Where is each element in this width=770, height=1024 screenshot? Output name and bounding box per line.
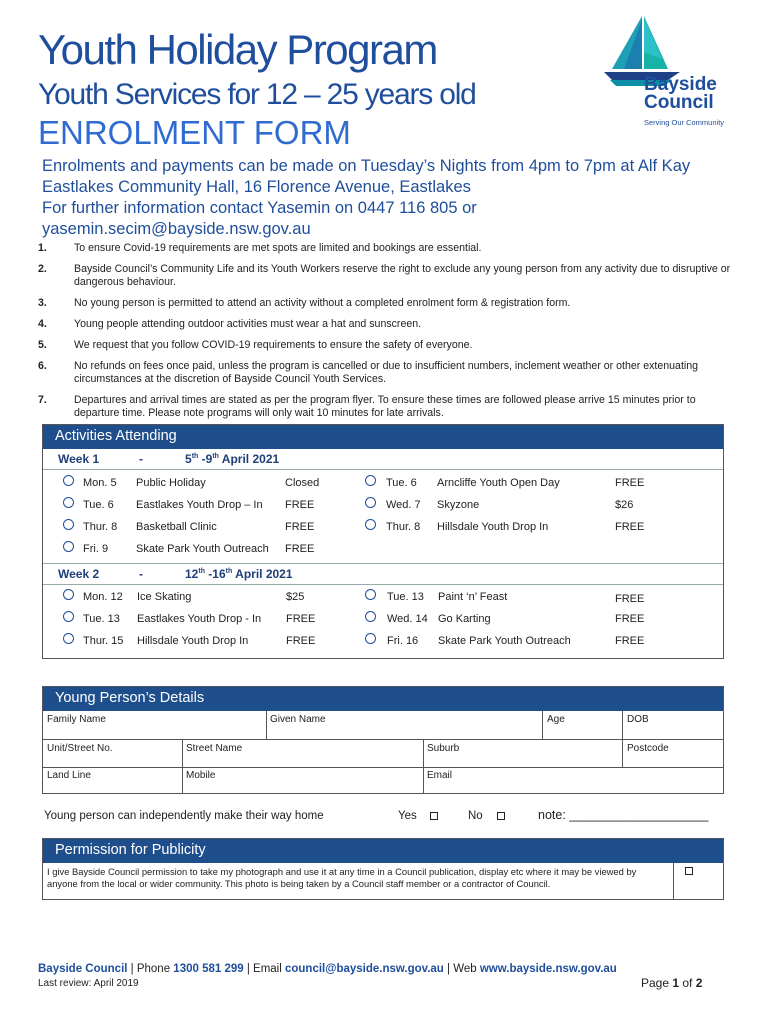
activity-fee: $25 [286, 591, 305, 603]
page-of: of [679, 976, 696, 990]
activity-day: Wed. 7 [386, 499, 421, 511]
page-word: Page [641, 976, 673, 990]
rule-number: 2. [38, 263, 47, 275]
week1-dash: - [139, 452, 143, 466]
age-label: Age [547, 714, 565, 725]
activity-day: Tue. 6 [83, 499, 114, 511]
week2-dash: - [139, 567, 143, 581]
yes-label: Yes [398, 810, 417, 822]
rule-item [38, 360, 738, 386]
activity-name: Ice Skating [137, 591, 192, 603]
suburb-label: Suburb [427, 743, 460, 754]
street-no-label: Unit/Street No. [47, 743, 113, 754]
radio-w2-tue13b[interactable] [365, 589, 376, 600]
activity-day: Wed. 14 [387, 613, 428, 625]
land-line-label: Land Line [47, 770, 91, 781]
intro-line: For further information contact Yasemin on 0447 116 805 or [42, 199, 477, 217]
activity-fee: Closed [285, 477, 320, 489]
activity-name: Hillsdale Youth Drop In [437, 521, 549, 533]
footer-phone: 1300 581 299 [173, 963, 244, 975]
rule-item [38, 318, 738, 331]
rule-text: No young person is permitted to attend an activity without a completed enrolment form & registration form. [74, 297, 571, 309]
rule-number: 5. [38, 339, 47, 351]
rule-text: Bayside Council’s Community Life and its Youth Workers reserve the right to exclude any young person from any activity due to disruptive or dangerous behaviour. [74, 263, 731, 288]
mobile-label: Mobile [186, 770, 216, 781]
activity-day: Fri. 9 [83, 543, 109, 555]
publicity-heading: Permission for Publicity [43, 839, 723, 863]
email-label: Email [427, 770, 453, 781]
activity-name: Eastlakes Youth Drop – In [136, 499, 263, 511]
radio-w2-thur15[interactable] [63, 633, 74, 644]
logo-line2: Council [644, 92, 714, 113]
rule-text: No refunds on fees once paid, unless the program is cancelled or due to insufficient numbers, inclement weather or other extenuating circumstances at the discretion of Bayside Council Youth Services. [74, 360, 699, 385]
rule-text: Departures and arrival times are stated as per the program flyer. To ensure these times are followed please arrive 15 minutes prior to departure time. Please note programs will only wait 10 minutes for late arrivals. [74, 394, 696, 419]
page-current: 1 [672, 976, 680, 990]
publicity-divider [673, 863, 674, 900]
week2-label: Week 2 [58, 567, 100, 581]
dob-field[interactable] [623, 711, 723, 740]
footer-email-label: | Email [243, 963, 285, 975]
activity-day: Thur. 8 [83, 521, 118, 533]
activities-heading: Activities Attending [43, 425, 723, 449]
radio-w1-fri9[interactable] [63, 541, 74, 552]
independent-question: Young person can independently make their way home [44, 810, 324, 822]
mobile-field[interactable] [183, 768, 424, 794]
radio-w1-wed7[interactable] [365, 497, 376, 508]
activity-fee: FREE [285, 521, 315, 533]
street-no-field[interactable] [43, 740, 183, 768]
week1-header [43, 449, 723, 470]
activity-fee: FREE [615, 635, 645, 647]
rule-number: 3. [38, 297, 47, 309]
given-name-field[interactable] [267, 711, 543, 740]
rule-item [38, 339, 738, 352]
week1-dates: 5th -9th April 2021 [185, 452, 280, 466]
rule-number: 4. [38, 318, 47, 330]
rule-item [38, 394, 738, 420]
page-title: Youth Holiday Program [38, 26, 437, 73]
rule-text: To ensure Covid-19 requirements are met spots are limited and bookings are essential. [74, 242, 482, 254]
radio-w2-mon12[interactable] [63, 589, 74, 600]
publicity-checkbox[interactable] [685, 867, 693, 875]
no-label: No [468, 810, 483, 822]
activity-fee: FREE [615, 521, 645, 533]
activity-day: Tue. 6 [386, 477, 417, 489]
activity-day: Tue. 13 [387, 591, 424, 603]
radio-w1-mon5[interactable] [63, 475, 74, 486]
activity-fee: FREE [285, 499, 315, 511]
activity-name: Skate Park Youth Outreach [136, 543, 269, 555]
intro-line: Enrolments and payments can be made on Tuesday’s Nights from 4pm to 7pm at Alf Kay [42, 157, 691, 175]
activity-name: Eastlakes Youth Drop - In [137, 613, 262, 625]
footer-web[interactable]: www.bayside.nsw.gov.au [479, 963, 617, 975]
activity-fee: FREE [285, 543, 315, 555]
street-name-label: Street Name [186, 743, 243, 754]
rule-number: 6. [38, 360, 47, 372]
intro-line: Eastlakes Community Hall, 16 Florence Avenue, Eastlakes [42, 178, 471, 196]
details-heading: Young Person’s Details [43, 687, 723, 711]
activity-day: Tue. 13 [83, 613, 120, 625]
radio-w1-tue6b[interactable] [365, 475, 376, 486]
logo-tagline: Serving Our Community [644, 118, 725, 127]
given-name-label: Given Name [270, 714, 326, 725]
week2-header [43, 563, 723, 585]
footer-review: Last review: April 2019 [38, 978, 139, 989]
activity-name: Basketball Clinic [136, 521, 217, 533]
land-line-field[interactable] [43, 768, 183, 794]
radio-w2-tue13a[interactable] [63, 611, 74, 622]
activity-fee: FREE [615, 613, 645, 625]
publicity-section [42, 838, 724, 900]
activity-name: Go Karting [438, 613, 491, 625]
activity-fee: FREE [615, 593, 645, 605]
radio-w1-thur8b[interactable] [365, 519, 376, 530]
page-number [641, 976, 702, 990]
rule-text: Young people attending outdoor activities must wear a hat and sunscreen. [74, 318, 422, 330]
week1-label: Week 1 [58, 452, 100, 466]
rule-text: We request that you follow COVID-19 requirements to ensure the safety of everyone. [74, 339, 473, 351]
family-name-label: Family Name [47, 714, 106, 725]
logo-line1: Bayside [644, 74, 717, 95]
footer-org: Bayside Council [38, 963, 128, 975]
activity-fee: FREE [286, 613, 316, 625]
footer-email[interactable]: council@bayside.nsw.gov.au [284, 963, 444, 975]
activity-name: Public Holiday [136, 477, 206, 489]
intro-text [42, 156, 742, 240]
rule-number: 1. [38, 242, 47, 254]
activities-section [42, 424, 724, 659]
page-subtitle: Youth Services for 12 – 25 years old [38, 78, 476, 111]
activity-day: Mon. 5 [83, 477, 117, 489]
yes-checkbox[interactable] [430, 812, 438, 820]
rule-item [38, 263, 738, 289]
suburb-field[interactable] [424, 740, 623, 768]
postcode-field[interactable] [623, 740, 723, 768]
age-field[interactable] [543, 711, 623, 740]
council-logo [602, 14, 752, 134]
note-field[interactable]: note: ____________________ [538, 808, 709, 822]
activity-fee: FREE [286, 635, 316, 647]
intro-line: yasemin.secim@bayside.nsw.gov.au [42, 220, 311, 238]
footer-phone-label: | Phone [127, 963, 174, 975]
rule-item [38, 242, 738, 255]
radio-w1-thur8a[interactable] [63, 519, 74, 530]
activity-day: Fri. 16 [387, 635, 419, 647]
page-total: 2 [695, 976, 703, 990]
postcode-label: Postcode [627, 743, 669, 754]
street-name-field[interactable] [183, 740, 424, 768]
footer-web-label: | Web [443, 963, 480, 975]
activity-name: Paint ‘n’ Feast [438, 591, 508, 603]
rule-item [38, 297, 738, 310]
activity-name: Hillsdale Youth Drop In [137, 635, 249, 647]
rules-list [38, 242, 738, 428]
footer-contact [38, 963, 617, 975]
radio-w1-tue6a[interactable] [63, 497, 74, 508]
email-field[interactable] [424, 768, 723, 794]
details-section [42, 686, 724, 794]
activity-fee: FREE [615, 477, 645, 489]
activity-name: Skyzone [437, 499, 480, 511]
week2-dates: 12th -16th April 2021 [185, 567, 293, 581]
no-checkbox[interactable] [497, 812, 505, 820]
radio-w2-fri16[interactable] [365, 633, 376, 644]
activity-day: Thur. 8 [386, 521, 421, 533]
activity-name: Arncliffe Youth Open Day [437, 477, 560, 489]
activity-day: Thur. 15 [83, 635, 124, 647]
form-title: ENROLMENT FORM [38, 114, 351, 151]
rule-number: 7. [38, 394, 47, 406]
radio-w2-wed14[interactable] [365, 611, 376, 622]
family-name-field[interactable] [43, 711, 267, 740]
dob-label: DOB [627, 714, 649, 725]
activity-name: Skate Park Youth Outreach [438, 635, 571, 647]
publicity-text: I give Bayside Council permission to take my photograph and use it at any time in a Council publication, display etc where it may be viewed by anyone from the local or wider community. This photo is being taken by a Council staff member or a contractor of Council. [47, 866, 637, 889]
activity-day: Mon. 12 [83, 591, 123, 603]
activity-fee: $26 [615, 499, 634, 511]
